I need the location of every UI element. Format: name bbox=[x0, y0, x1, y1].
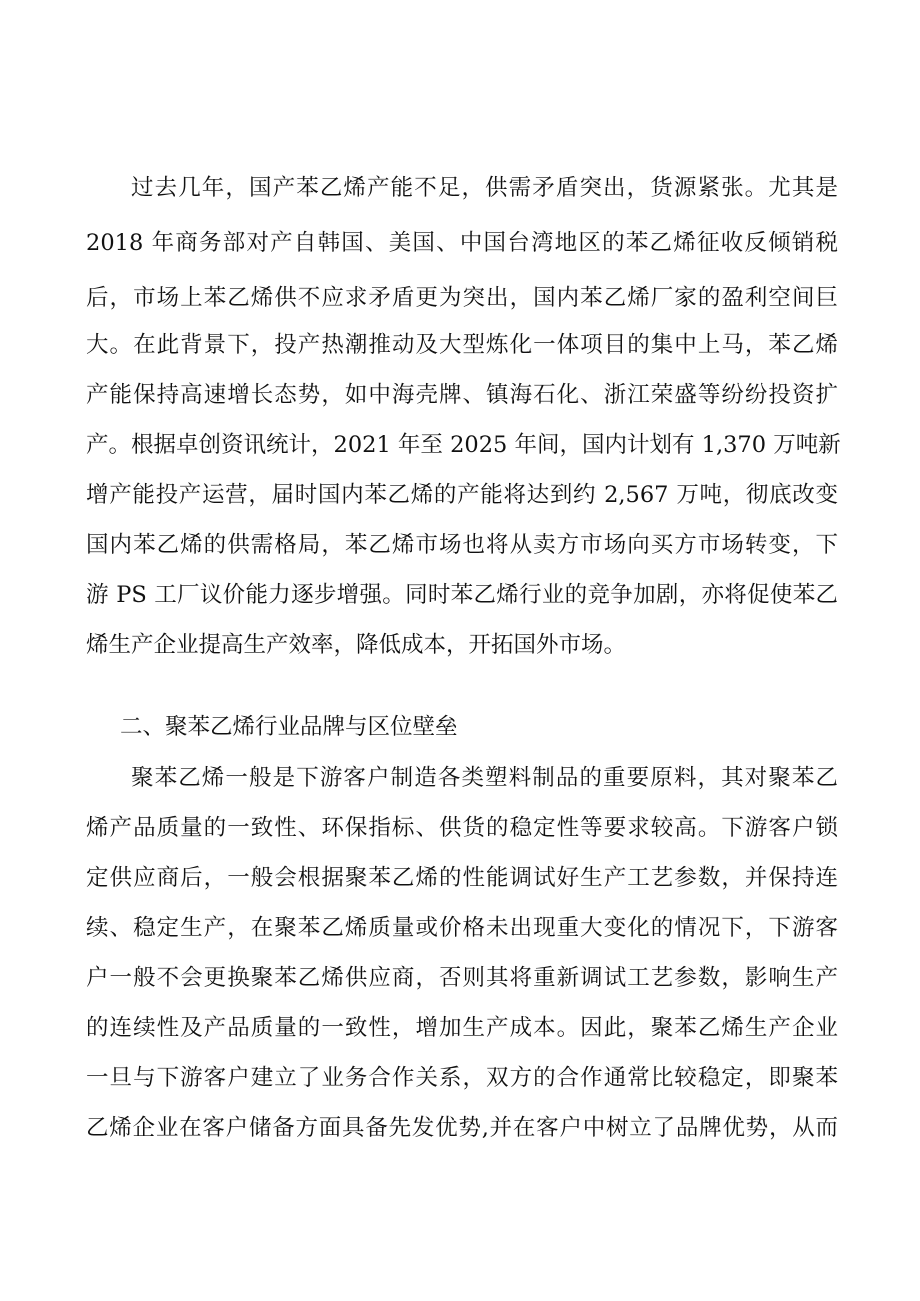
paragraph-1-line: 产。根据卓创资讯统计，2021 年至 2025 年间，国内计划有 1,370 万吨新 bbox=[86, 432, 841, 458]
paragraph-1-line: 过去几年，国产苯乙烯产能不足，供需矛盾突出，货源紧张。尤其是 bbox=[131, 175, 838, 201]
paragraph-1-line: 2018 年商务部对产自韩国、美国、中国台湾地区的苯乙烯征收反倾销税 bbox=[86, 230, 838, 256]
paragraph-1-line: 增产能投产运营，届时国内苯乙烯的产能将达到约 2,567 万吨，彻底改变 bbox=[86, 482, 838, 508]
paragraph-1-line: 产能保持高速增长态势，如中海壳牌、镇海石化、浙江荣盛等纷纷投资扩 bbox=[86, 382, 838, 408]
section-heading: 二、聚苯乙烯行业品牌与区位壁垒 bbox=[120, 714, 458, 740]
paragraph-1-line: 游 PS 工厂议价能力逐步增强。同时苯乙烯行业的竞争加剧，亦将促使苯乙 bbox=[86, 582, 838, 608]
paragraph-2-line: 户一般不会更换聚苯乙烯供应商，否则其将重新调试工艺参数，影响生产 bbox=[86, 965, 838, 991]
paragraph-2-line: 的连续性及产品质量的一致性，增加生产成本。因此，聚苯乙烯生产企业 bbox=[86, 1015, 838, 1041]
paragraph-2-line: 一旦与下游客户建立了业务合作关系，双方的合作通常比较稳定，即聚苯 bbox=[86, 1065, 838, 1091]
paragraph-1-line: 国内苯乙烯的供需格局，苯乙烯市场也将从卖方市场向买方市场转变，下 bbox=[86, 532, 838, 558]
paragraph-2-line: 乙烯企业在客户储备方面具备先发优势,并在客户中树立了品牌优势，从而 bbox=[86, 1115, 838, 1141]
paragraph-2-line: 定供应商后，一般会根据聚苯乙烯的性能调试好生产工艺参数，并保持连 bbox=[86, 865, 838, 891]
paragraph-1-line: 后，市场上苯乙烯供不应求矛盾更为突出，国内苯乙烯厂家的盈利空间巨 bbox=[86, 285, 838, 311]
paragraph-2-line: 续、稳定生产，在聚苯乙烯质量或价格未出现重大变化的情况下，下游客 bbox=[86, 915, 838, 941]
paragraph-1-line: 烯生产企业提高生产效率，降低成本，开拓国外市场。 bbox=[86, 632, 627, 658]
paragraph-2-line: 聚苯乙烯一般是下游客户制造各类塑料制品的重要原料，其对聚苯乙 bbox=[131, 765, 838, 791]
paragraph-2-line: 烯产品质量的一致性、环保指标、供货的稳定性等要求较高。下游客户锁 bbox=[86, 815, 838, 841]
paragraph-1-line: 大。在此背景下，投产热潮推动及大型炼化一体项目的集中上马，苯乙烯 bbox=[86, 332, 838, 358]
